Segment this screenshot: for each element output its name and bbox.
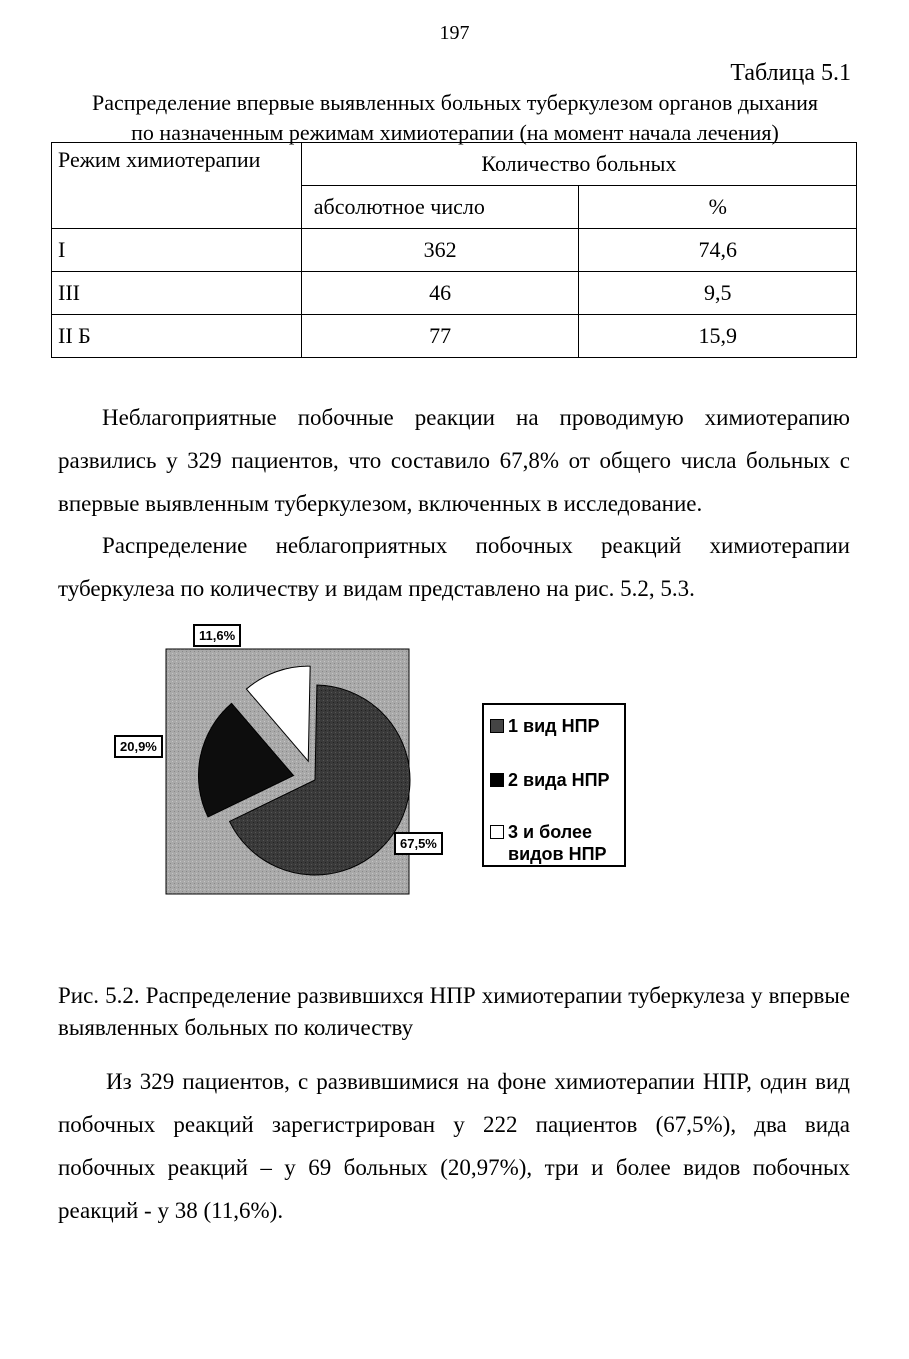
cell-absolute: 362 <box>301 229 579 272</box>
table-row <box>52 272 857 315</box>
paragraph-1 <box>58 396 850 525</box>
chart-legend <box>482 703 626 867</box>
legend-item-1: 1 вид НПР <box>490 715 600 737</box>
data-label-slice-1: 67,5% <box>394 832 443 855</box>
cell-percent: 9,5 <box>579 272 857 315</box>
header-regime: Режим химиотерапии <box>52 143 302 229</box>
header-patients: Количество больных <box>301 143 856 186</box>
cell-percent: 15,9 <box>579 315 857 358</box>
paragraph-2-text: Распределение неблагоприятных побочных реакций химиотерапии туберкулеза по количеству и видам представлено на рис. 5.2, 5.3. <box>58 533 850 601</box>
paragraph-2 <box>58 524 850 610</box>
table-header-row <box>52 143 857 186</box>
cell-absolute: 46 <box>301 272 579 315</box>
table-row <box>52 229 857 272</box>
table-caption <box>50 88 860 148</box>
distribution-table <box>51 142 857 358</box>
table-caption-line1: Распределение впервые выявленных больных туберкулезом органов дыхания <box>91 90 819 115</box>
legend-item-3: 3 и более видов НПР <box>490 821 607 865</box>
table-number: Таблица 5.1 <box>730 60 851 86</box>
legend-swatch-1 <box>490 719 504 733</box>
paragraph-1-text: Неблагоприятные побочные реакции на проводимую химиотерапию развились у 329 пациентов, что составило 67,8% от общего числа больных с впервые выявленным туберкулезом, включенных в исследование. <box>58 405 850 516</box>
figure-caption: Рис. 5.2. Распределение развившихся НПР химиотерапии туберкулеза у впервые выявленных больных по количеству <box>58 983 850 1040</box>
data-label-slice-2: 20,9% <box>114 735 163 758</box>
cell-percent: 74,6 <box>579 229 857 272</box>
cell-regime: II Б <box>52 315 302 358</box>
paragraph-3 <box>58 1060 850 1232</box>
table-caption-line2: по назначенным режимам химиотерапии (на момент начала лечения) <box>131 120 779 145</box>
paragraph-3-text: Из 329 пациентов, с развившимися на фоне химиотерапии НПР, один вид побочных реакций зарегистрирован у 222 пациентов (67,5%), два вида побочных реакций – у 69 больных (20,97%), три и более видов побочных реакций - у 38 (11,6%). <box>58 1069 850 1223</box>
cell-regime: I <box>52 229 302 272</box>
cell-absolute: 77 <box>301 315 579 358</box>
legend-item-2: 2 вида НПР <box>490 769 610 791</box>
header-percent: % <box>579 186 857 229</box>
legend-swatch-3 <box>490 825 504 839</box>
legend-swatch-2 <box>490 773 504 787</box>
header-absolute: абсолютное число <box>301 186 579 229</box>
page-number: 197 <box>439 22 470 44</box>
cell-regime: III <box>52 272 302 315</box>
table-row <box>52 315 857 358</box>
data-label-slice-3: 11,6% <box>193 624 241 647</box>
